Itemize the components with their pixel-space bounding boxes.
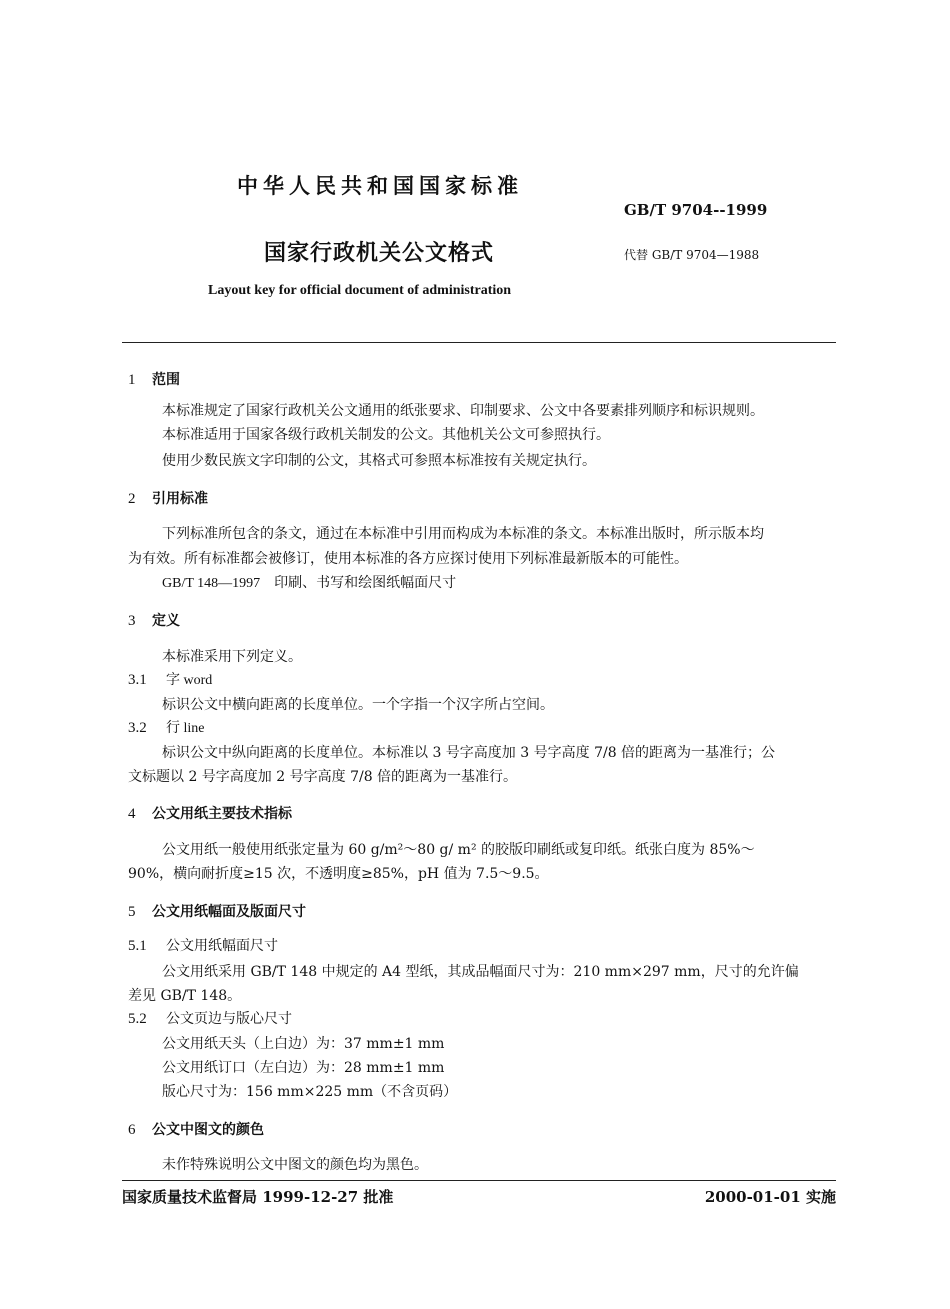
paragraph: 公文用纸天头（上白边）为：37 mm±1 mm [162,1036,445,1052]
paragraph: 差见 GB/T 148。 [128,988,242,1004]
paragraph: 本标准采用下列定义。 [162,649,302,665]
section-title: 公文中图文的颜色 [152,1122,264,1138]
paragraph: 90%，横向耐折度≥15 次，不透明度≥85%，pH 值为 7.5～9.5。 [128,866,549,882]
section-number: 2 [128,491,136,507]
subsection-title: 公文页边与版心尺寸 [166,1011,292,1027]
paragraph: 公文用纸采用 GB/T 148 中规定的 A4 型纸，其成品幅面尺寸为：210 mm×297 mm，尺寸的允许偏 [162,964,799,980]
subsection-number: 5.2 [128,1011,147,1027]
subsection-number: 3.1 [128,672,147,688]
paragraph: 使用少数民族文字印制的公文，其格式可参照本标准按有关规定执行。 [162,453,596,469]
section-6-heading [128,1119,264,1139]
section-2-heading [128,488,208,508]
definition-3-2 [128,717,205,737]
subsection-number: 3.2 [128,720,147,736]
section-title: 定义 [152,613,180,629]
standard-name: 中华人民共和国国家标准 [237,173,523,198]
subsection-title: 公文用纸幅面尺寸 [166,938,278,954]
effective-date: 2000-01-01 实施 [704,1188,836,1206]
paragraph: 下列标准所包含的条文，通过在本标准中引用而构成为本标准的条文。本标准出版时，所示版本均 [162,526,764,542]
subsection-5-2 [128,1008,292,1028]
english-title: Layout key for official document of administration [208,283,512,298]
term: 字 word [166,673,213,688]
document-title: 国家行政机关公文格式 [264,240,495,266]
definition-text: 标识公文中纵向距离的长度单位。本标准以 3 号字高度加 3 号字高度 7/8 倍的距离为一基准行；公 [162,745,776,761]
section-number: 4 [128,806,136,822]
subsection-5-1 [128,935,278,955]
section-number: 3 [128,613,136,629]
definition-text: 文标题以 2 号字高度加 2 号字高度 7/8 倍的距离为一基准行。 [128,769,518,785]
section-4-heading [128,803,292,823]
section-number: 1 [128,372,136,388]
header-divider [122,342,836,343]
paragraph: 本标准适用于国家各级行政机关制发的公文。其他机关公文可参照执行。 [162,427,610,443]
term: 行 line [166,721,205,736]
reference-item: GB/T 148—1997 印刷、书写和绘图纸幅面尺寸 [162,576,457,591]
section-number: 5 [128,904,136,920]
section-title: 公文用纸主要技术指标 [152,806,292,822]
paragraph: 为有效。所有标准都会被修订，使用本标准的各方应探讨使用下列标准最新版本的可能性。 [128,551,688,567]
section-number: 6 [128,1122,136,1138]
definition-3-1 [128,669,212,689]
footer-divider [122,1180,836,1181]
paragraph: 公文用纸一般使用纸张定量为 60 g/m²～80 g/ m² 的胶版印刷纸或复印纸。纸张白度为 85%～ [162,842,755,858]
subsection-number: 5.1 [128,938,147,954]
section-3-heading [128,610,180,630]
replaces-standard: 代替 GB/T 9704—1988 [624,248,760,262]
section-1-heading [128,369,180,389]
paragraph: 本标准规定了国家行政机关公文通用的纸张要求、印制要求、公文中各要素排列顺序和标识规则。 [162,403,764,419]
paragraph: 版心尺寸为：156 mm×225 mm（不含页码） [162,1084,458,1100]
paragraph: 未作特殊说明公文中图文的颜色均为黑色。 [162,1157,428,1173]
section-title: 引用标准 [152,491,208,507]
standard-code: GB/T 9704--1999 [624,201,768,219]
definition-text: 标识公文中横向距离的长度单位。一个字指一个汉字所占空间。 [162,697,554,713]
section-5-heading [128,901,306,921]
section-title: 范围 [152,372,180,388]
section-title: 公文用纸幅面及版面尺寸 [152,904,306,920]
approval-line: 国家质量技术监督局 1999-12-27 批准 [122,1188,394,1206]
paragraph: 公文用纸订口（左白边）为：28 mm±1 mm [162,1060,445,1076]
